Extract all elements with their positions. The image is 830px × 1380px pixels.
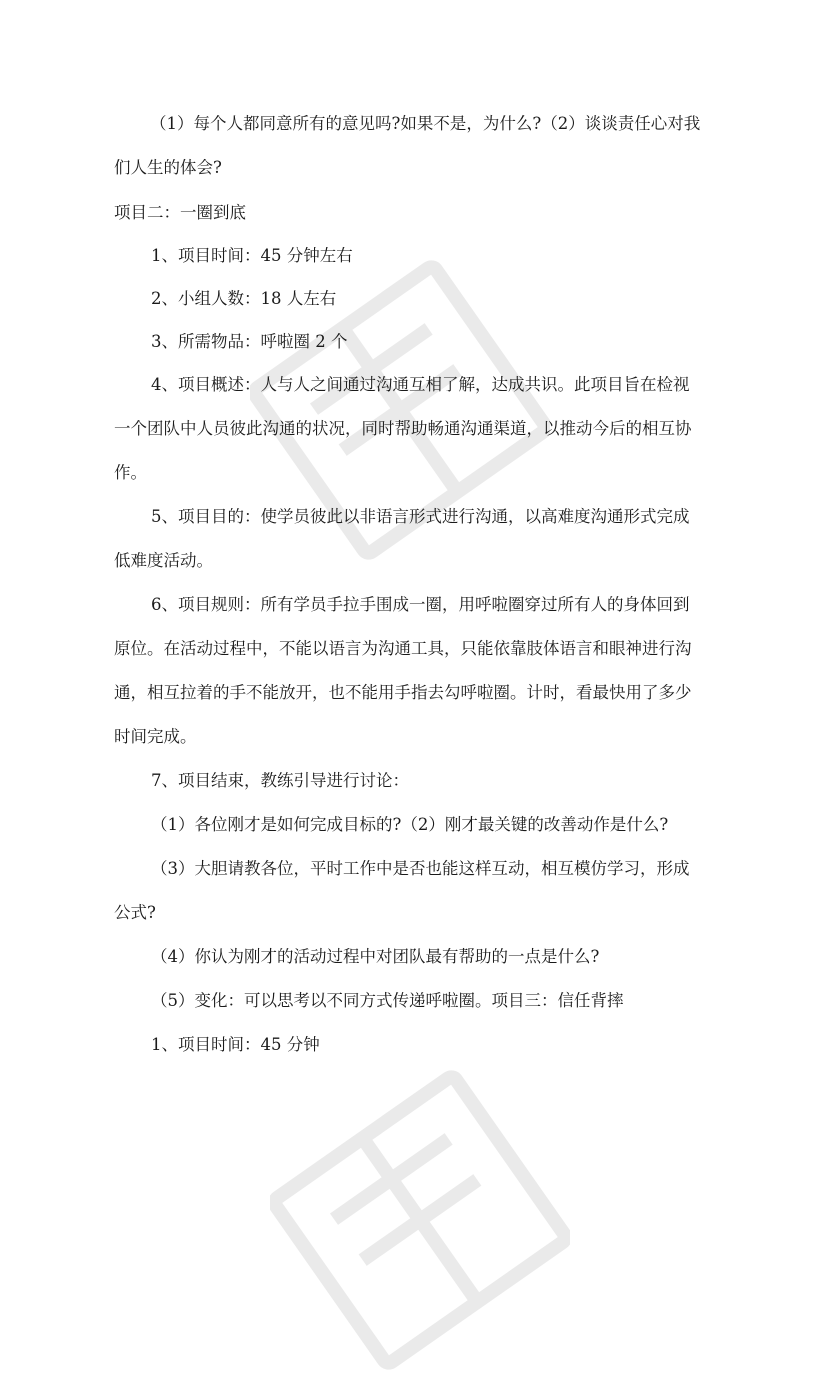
text-line: 公式? — [114, 903, 156, 922]
text-line: 作。 — [114, 463, 147, 482]
text-line: 2、小组人数：18 人左右 — [151, 289, 337, 308]
text-line: 们人生的体会? — [114, 158, 222, 177]
text-line: （1）每个人都同意所有的意见吗?如果不是，为什么?（2）谈谈责任心对我 — [150, 114, 701, 133]
text-line: 一个团队中人员彼此沟通的状况，同时帮助畅通沟通渠道，以推动今后的相互协 — [114, 419, 692, 438]
text-line: （5）变化：可以思考以不同方式传递呼啦圈。项目三：信任背摔 — [151, 991, 624, 1010]
text-line: （3）大胆请教各位，平时工作中是否也能这样互动，相互模仿学习，形成 — [151, 859, 690, 878]
text-line: 低难度活动。 — [114, 551, 213, 570]
text-line: 4、项目概述：人与人之间通过沟通互相了解，达成共识。此项目旨在检视 — [151, 375, 690, 394]
text-line: 6、项目规则：所有学员手拉手围成一圈，用呼啦圈穿过所有人的身体回到 — [151, 595, 690, 614]
text-line: （4）你认为刚才的活动过程中对团队最有帮助的一点是什么? — [151, 947, 600, 966]
text-line: 通，相互拉着的手不能放开，也不能用手指去勾呼啦圈。计时，看最快用了多少 — [114, 683, 692, 702]
text-line: （1）各位刚才是如何完成目标的?（2）刚才最关键的改善动作是什么? — [151, 815, 669, 834]
section-heading: 项目二：一圈到底 — [114, 203, 246, 222]
text-line: 原位。在活动过程中，不能以语言为沟通工具，只能依靠肢体语言和眼神进行沟 — [114, 639, 692, 658]
watermark-graphic-bottom — [270, 1060, 570, 1380]
text-line: 时间完成。 — [114, 727, 197, 746]
text-line: 1、项目时间：45 分钟 — [151, 1035, 320, 1054]
text-line: 5、项目目的：使学员彼此以非语言形式进行沟通，以高难度沟通形式完成 — [151, 507, 690, 526]
text-line: 1、项目时间：45 分钟左右 — [151, 246, 353, 265]
text-line: 7、项目结束，教练引导进行讨论： — [151, 771, 409, 790]
text-line: 3、所需物品：呼啦圈 2 个 — [151, 332, 348, 351]
